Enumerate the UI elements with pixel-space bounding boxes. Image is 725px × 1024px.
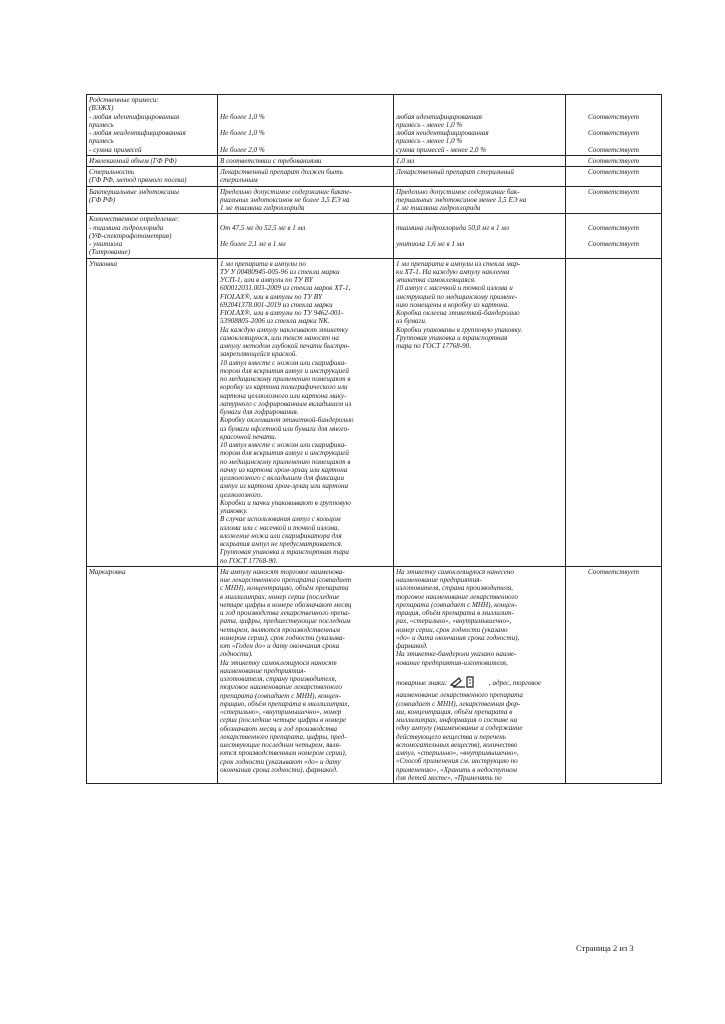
cell-line: На каждую ампулу наклеивают этикетку xyxy=(220,325,349,334)
cell-line: 53908805-2006 из стекла марки NK. xyxy=(220,317,330,326)
cell-line xyxy=(220,137,391,145)
cell-line: 1,0 мл xyxy=(396,156,415,165)
cell-line: риальных эндотоксинов не более 3,5 ЕЭ на xyxy=(220,195,350,204)
cell-line: номером серии), срок годности (указыва- xyxy=(220,633,345,642)
cell-line: торговое наименование лекарственного xyxy=(220,683,342,692)
cell-line: Коробку оклеивают этикеткой-бандеролью xyxy=(220,416,354,425)
cell-line: 1 мг тиамина гидрохлорида xyxy=(396,204,481,212)
specification-table xyxy=(86,94,662,784)
cell-line: окончания срока годности), фармакод. xyxy=(220,765,338,774)
cell-line: (совпадает с МНН), лекарственная фор- xyxy=(396,699,521,708)
cell-line xyxy=(568,104,659,112)
cell-line: Соответствует xyxy=(588,129,639,137)
sterility-row xyxy=(87,167,662,187)
table-cell-col2 xyxy=(218,167,394,187)
cell-line: примесь - менее 1,0 % xyxy=(396,137,463,146)
cell-line: (УФ-спектрофотометрия) xyxy=(89,231,172,240)
cell-line: по медицинскому применению помещают в xyxy=(220,375,351,383)
cell-line: Соответствует xyxy=(588,145,639,154)
cell-line xyxy=(568,121,659,129)
cell-line: (ГФ РФ) xyxy=(89,195,116,204)
cell-line: Родственные примеси: xyxy=(89,96,159,104)
table-cell-col3 xyxy=(394,167,566,187)
cell-line: Соответствует xyxy=(588,187,639,196)
cell-line: рата, цифры, предшествующие последним xyxy=(220,617,351,626)
cell-line xyxy=(568,215,659,223)
cell-line: самоклеящуюся, или текст наносят на xyxy=(220,333,339,342)
cell-line: нию помещены в коробку из картона. xyxy=(396,300,510,309)
cell-line: целлюлозного с вкладышем для фиксации xyxy=(220,474,345,482)
cell-line: унитиола 1,6 мг в 1 мл xyxy=(396,240,465,248)
cell-line: (Титрование) xyxy=(89,248,131,257)
cell-line: из бумаги офсетной или бумаги для много- xyxy=(220,424,350,433)
cell-line xyxy=(396,96,563,104)
cell-line xyxy=(220,96,391,104)
cell-line xyxy=(396,248,563,256)
cell-line xyxy=(396,232,563,240)
cell-line: наименование лекарственного препарата xyxy=(396,691,523,700)
cell-line: Коробки и пачки упаковывают в групповую xyxy=(220,498,351,507)
table-cell-col2 xyxy=(218,95,394,156)
cell-line: для детей месте», «Применять по xyxy=(396,773,502,782)
cell-line: ампул из картона хром-эрзац или картона xyxy=(220,482,349,491)
cell-line: инструкцией по медицинскому примене- xyxy=(396,292,518,301)
cell-line: целлюлозного. xyxy=(220,490,263,499)
trademark-icons xyxy=(449,675,489,691)
trademark-logo-icon xyxy=(449,675,489,689)
cell-line: Стерильность xyxy=(89,168,135,176)
cell-line: шествующие последним четырем, явля- xyxy=(220,741,342,749)
cell-line: Упаковка xyxy=(89,259,118,268)
cell-line: В случае использования ампул с кольцом xyxy=(220,515,341,524)
table-cell-col4 xyxy=(566,566,662,783)
cell-line: - любая идентифицированная xyxy=(89,112,180,121)
table-cell-col4 xyxy=(566,167,662,187)
table-cell-col1 xyxy=(87,155,218,166)
cell-line: обозначают месяц и год производства xyxy=(220,724,338,733)
table-cell-col2 xyxy=(218,258,394,566)
cell-line: Не более 2,1 мг в 1 мл xyxy=(220,240,286,248)
cell-line: этикетка самоклеящаяся. xyxy=(396,276,476,284)
table-cell-col1 xyxy=(87,566,218,783)
cell-line: из бумаги. xyxy=(396,317,427,326)
cell-line: стерильным xyxy=(220,176,258,185)
trademark-suffix: , адрес, торговое xyxy=(488,678,542,687)
cell-line: Соответствует xyxy=(588,112,639,121)
cell-line: FIOLAX®, или в ампулы по ТУ 9462-001- xyxy=(220,309,344,317)
cell-line: латурного с гофрированным вкладышем из xyxy=(220,399,352,408)
cell-line: териальных эндотоксинов менее 3,5 ЕЭ на xyxy=(396,195,527,204)
cell-line: - унитиола xyxy=(89,240,123,248)
cell-line xyxy=(220,215,391,223)
cell-line: вскрытия ампул не предусматривается. xyxy=(220,540,343,548)
cell-line: фармакод. xyxy=(396,642,428,650)
cell-line: бумаги для гофрирования. xyxy=(220,408,299,416)
table-cell-col4 xyxy=(566,95,662,156)
page-number: Страница 2 из 3 xyxy=(576,943,634,953)
table-cell-col4 xyxy=(566,186,662,214)
cell-line xyxy=(220,121,391,129)
cell-line: в миллилитрах, номер серии (последние xyxy=(220,592,340,601)
cell-line: применению», «Хранить в недоступном xyxy=(396,765,517,774)
cell-line: Соответствует xyxy=(588,156,639,165)
cell-line: вспомогательных веществ), количество xyxy=(396,740,518,749)
cell-line: - любая неидентифицированная xyxy=(89,129,186,137)
cell-line: 600012031.003-2009 из стекла марок ХТ-1, xyxy=(220,284,351,293)
cell-line: наименование предприятия- xyxy=(396,576,482,584)
cell-line: нование предприятия-изготовителя, xyxy=(396,658,508,667)
cell-line: четыре цифры в номере обозначают месяц xyxy=(220,600,352,609)
cell-line xyxy=(396,104,563,112)
cell-line: тиамина гидрохлорида 50,0 мг в 1 мл xyxy=(396,223,509,232)
cell-line: Не более 2,0 % xyxy=(220,145,265,154)
cell-line: препарата (совпадает с МНН), концен- xyxy=(396,600,517,609)
trademark-label: товарные знаки: xyxy=(396,678,448,687)
table-cell-col3 xyxy=(394,95,566,156)
cell-line: с МНН), концентрацию, объём препарата xyxy=(220,584,349,593)
table-cell-col4 xyxy=(566,258,662,566)
table-body xyxy=(87,95,662,784)
trademark-line xyxy=(396,675,563,691)
cell-line: «Способ применения см. инструкцию по xyxy=(396,757,518,766)
cell-line: коробку из картона полиграфического или xyxy=(220,383,348,392)
labeling-row xyxy=(87,566,662,783)
cell-line: Бактериальные эндотоксины xyxy=(89,187,179,196)
cell-line: FIOLAX®, или в ампулы по ТУ BY xyxy=(220,292,323,301)
cell-line: одну ампулу (наименование и содержание xyxy=(396,724,523,733)
cell-line: примесь xyxy=(89,120,114,129)
cell-line xyxy=(396,667,563,675)
cell-line: изготовителя, страна производителя, xyxy=(396,584,513,593)
cell-line xyxy=(568,96,659,104)
table-cell-col3 xyxy=(394,214,566,258)
cell-line: примесь xyxy=(89,137,114,146)
table-cell-col3 xyxy=(394,186,566,214)
table-cell-col1 xyxy=(87,258,218,566)
cell-line: лекарственного препарата, цифры, пред- xyxy=(220,732,347,741)
cell-line: примесь - менее 1,0 % xyxy=(396,120,463,129)
cell-line: «до» и дата окончания срока годности), xyxy=(396,633,520,642)
cell-line: В соответствии с требованиями xyxy=(220,156,322,165)
cell-line: ампулу методом глубокой печати быстро- xyxy=(220,342,350,350)
cell-line: 10 ампул вместе с ножом или скарифика- xyxy=(220,441,347,449)
cell-line xyxy=(568,248,659,256)
cell-line: тором для вскрытия ампул и инструкцией xyxy=(220,366,349,375)
table-cell-col1 xyxy=(87,186,218,214)
cell-line: упаковку. xyxy=(220,507,248,515)
table-cell-col4 xyxy=(566,214,662,258)
cell-line: - сумма примесей xyxy=(89,145,142,154)
cell-line: ют «Годен до» и дату окончания срока xyxy=(220,642,340,650)
cell-line: Предельно допустимое содержание бакте- xyxy=(220,187,352,196)
cell-line: На этикетку самоклеящуюся нанесено xyxy=(396,567,514,576)
cell-line: четырем, являются производственным xyxy=(220,625,340,634)
assay-row xyxy=(87,214,662,258)
cell-line: Лекарственный препарат стерильный xyxy=(396,168,514,176)
cell-line: «стерильно», «внутримышечно», номер xyxy=(220,708,342,716)
cell-line: тара по ГОСТ 17768-90. xyxy=(396,342,471,350)
cell-line: трацию, объём препарата в миллилитрах, xyxy=(220,699,350,708)
cell-line: любая неидентифицированная xyxy=(396,129,489,137)
table-cell-col1 xyxy=(87,167,218,187)
table-cell-col2 xyxy=(218,186,394,214)
cell-line: торговое наименование лекарственного xyxy=(396,592,518,601)
cell-line: От 47,5 мг до 52,5 мг в 1 мл xyxy=(220,223,306,232)
table-cell-col3 xyxy=(394,566,566,783)
cell-line: номер серии, срок годности (указано xyxy=(396,625,508,634)
cell-line: вложение ножа или скарификатора для xyxy=(220,531,342,540)
related-impurities-row xyxy=(87,95,662,156)
cell-line: срок годности (указывают «до» и дату xyxy=(220,757,341,766)
cell-line: УСП-1, или в ампулы по ТУ BY xyxy=(220,276,313,284)
cell-line: по медицинскому применению помещают в xyxy=(220,457,351,466)
cell-line: 10 ампул вместе с ножом или скарифика- xyxy=(220,358,347,367)
cell-line: Лекарственный препарат должен быть xyxy=(220,168,343,176)
cell-line: 1 мл препарата в ампулы по xyxy=(220,259,306,268)
cell-line: Не более 1,0 % xyxy=(220,112,265,121)
cell-line: тором для вскрытия ампул и инструкцией xyxy=(220,449,349,458)
cell-line: Количественное определение: xyxy=(89,215,180,224)
cell-line xyxy=(220,104,391,112)
cell-line: наименование предприятия- xyxy=(220,666,306,675)
table-cell-col1 xyxy=(87,95,218,156)
cell-line: излома или с насечкой и точкой излома, xyxy=(220,523,340,532)
cell-line: На ампулу наносят торговое наименова- xyxy=(220,567,345,576)
cell-line: Соответствует xyxy=(588,567,639,576)
cell-line xyxy=(396,215,563,223)
extractable-volume-row xyxy=(87,155,662,166)
cell-line: сумма примесей - менее 2,0 % xyxy=(396,145,487,154)
cell-line xyxy=(568,137,659,145)
cell-line: (ВЭЖХ) xyxy=(89,104,114,113)
cell-line: Извлекаемый объем (ГФ РФ) xyxy=(89,156,177,165)
cell-line: ки ХТ-1. На каждую ампулу наклеена xyxy=(396,267,510,276)
cell-line: Групповая упаковка и транспортная xyxy=(396,333,508,342)
cell-line: Соответствует xyxy=(588,168,639,176)
cell-line: 10 ампул с насечкой и точкой излома и xyxy=(396,284,513,293)
cell-line: Коробки упакованы в групповую упаковку. xyxy=(396,325,523,334)
cell-line: Соответствует xyxy=(588,223,639,232)
cell-line: (ГФ РФ, метод прямого посева) xyxy=(89,176,187,185)
cell-line: На этикетку самоклеящуюся наносят xyxy=(220,658,337,667)
cell-line: действующего вещества и перечень xyxy=(396,732,506,741)
cell-line xyxy=(220,248,391,256)
cell-line: 692041378.001-2019 из стекла марки xyxy=(220,300,333,309)
cell-line: Коробка оклеена этикеткой-бандеролью xyxy=(396,309,520,317)
cell-line: ТУ У 00480945-005-96 из стекла марки xyxy=(220,267,340,276)
cell-line: изготовителя, страну производителя, xyxy=(220,675,337,683)
cell-line: Соответствует xyxy=(588,240,639,248)
cell-line: ются производственным номером серии), xyxy=(220,749,347,758)
cell-line: - тиамина гидрохлорида xyxy=(89,223,164,232)
cell-line xyxy=(568,260,659,268)
cell-line: Не более 1,0 % xyxy=(220,129,265,137)
cell-line: На этикетке-бандероли указано наиме- xyxy=(396,650,517,659)
table-cell-col3 xyxy=(394,155,566,166)
cell-line: Предельно допустимое содержание бак- xyxy=(396,187,520,196)
cell-line: закрепляющейся краской. xyxy=(220,350,298,359)
cell-line: годности). xyxy=(220,650,253,659)
table-cell-col2 xyxy=(218,566,394,783)
cell-line: рах, «стерильно», «внутримышечно», xyxy=(396,617,512,626)
cell-line: красочной печати. xyxy=(220,432,277,441)
table-cell-col2 xyxy=(218,214,394,258)
cell-line xyxy=(220,232,391,240)
cell-line: миллилитрах, информация о составе на xyxy=(396,716,518,724)
cell-line: пачку из картона хром-эрзац или картона xyxy=(220,465,348,474)
cell-line: и год производства лекарственного препа- xyxy=(220,609,351,617)
cell-line: ампул, «стерильно», «внутримышечно», xyxy=(396,749,519,757)
cell-line: 1 мл препарата в ампулы из стекла мар- xyxy=(396,259,521,268)
cell-line: Групповая упаковка и транспортная тара xyxy=(220,548,349,557)
cell-line: серии (последние четыре цифры в номере xyxy=(220,716,347,725)
cell-line: Маркировка xyxy=(89,567,126,576)
cell-line: препарата (совпадает с МНН), концен- xyxy=(220,691,341,700)
packaging-row xyxy=(87,258,662,566)
cell-line: ние лекарственного препарата (совпадает xyxy=(220,576,352,584)
table-cell-col3 xyxy=(394,258,566,566)
cell-line: 1 мг тиамина гидрохлорида xyxy=(220,204,305,212)
table-cell-col4 xyxy=(566,155,662,166)
table-cell-col2 xyxy=(218,155,394,166)
table-cell-col1 xyxy=(87,214,218,258)
cell-line: трация, объём препарата в миллилит- xyxy=(396,609,514,617)
cell-line: картона целлюлозного или картона маку- xyxy=(220,391,347,400)
cell-line: любая идентифицированная xyxy=(396,112,482,121)
cell-line: по ГОСТ 17768-90. xyxy=(220,556,278,565)
endotoxins-row xyxy=(87,186,662,214)
cell-line xyxy=(568,232,659,240)
cell-line: ма, концентрация, объём препарата в xyxy=(396,707,513,716)
